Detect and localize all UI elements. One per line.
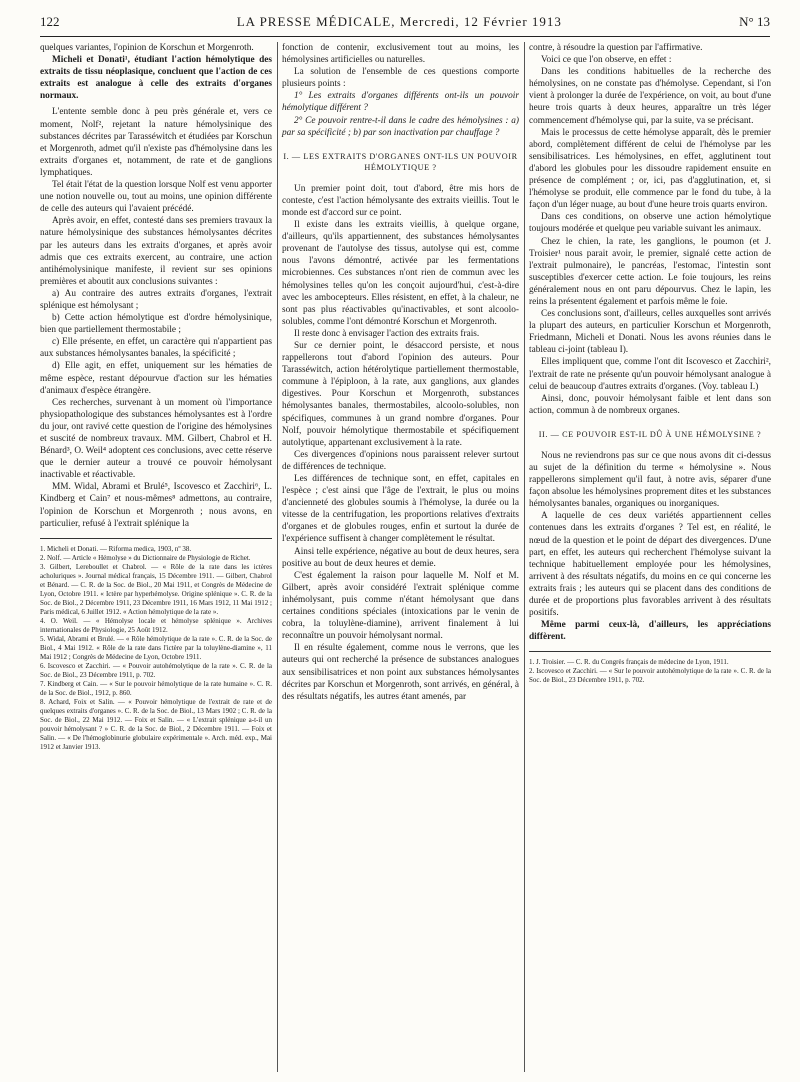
question: 2° Ce pouvoir rentre-t-il dans le cadre des hémolysines : a) par sa spécificité ; b) par son inactivation par chauffage ? — [282, 115, 519, 138]
paragraph: d) Elle agit, en effet, uniquement sur les hématies de même espèce, restant dépourvue d'action sur les hématies d'animaux d'espèce étrangère. — [40, 361, 272, 396]
footnote: 2. Nolf. — Article « Hémolyse » du Dictionnaire de Physiologie de Richet. — [40, 553, 251, 562]
column-2 — [282, 42, 519, 703]
paragraph: b) Cette action hémolytique est d'ordre hémolysinique, bien que partiellement thermostabile ; — [40, 313, 272, 336]
footnotes — [529, 651, 771, 685]
paragraph: Après avoir, en effet, contesté dans ses premiers travaux la nature hémolysinique des substances hémolysantes décrites par les auteurs dans les extraits d'organes, et après avoir admis que ces extraits exercent, au contraire, une action antihémolysinique manifeste, il revient sur ses opinions premières et aboutit aux conclusions suivantes : — [40, 216, 272, 287]
paragraph: Dans ces conditions, on observe une action hémolytique toujours modérée et quelque peu variable suivant les animaux. — [529, 212, 771, 235]
paragraph: Sur ce dernier point, le désaccord persiste, et nous rappellerons tout d'abord l'opinion des auteurs. Pour Tarasséwitch, action hétérolytique partiellement thermostable, commune à l'épiploon, à la rate, aux ganglions, aux glandes digestives. Pour Korschun et Morgenroth, substances hémolysantes banales, thermostabiles, alcoolo-solubles, non spécifiques, communes à un grand nombre d'organes. Pour Nolf, pouvoir hémolytique thermostabile et spécifiquement autolytique, appartenant exclusivement à la rate. — [282, 340, 519, 448]
paragraph: La solution de l'ensemble de ces questions comporte plusieurs points : — [282, 67, 519, 90]
paragraph: fonction de contenir, exclusivement tout au moins, les hémolysines artificielles ou naturelles. — [282, 43, 519, 66]
paragraph: Micheli et Donati¹, étudiant l'action hémolytique des extraits de tissu néoplasique, concluent que l'action de ces extraits est analogue à celle des extraits d'organes normaux. — [40, 55, 272, 102]
paragraph: L'entente semble donc à peu près générale et, vers ce moment, Nolf², rejetant la nature hémolysinique des substances décrites par Tarasséwitch et étudiées par Korschun et Morgenroth, admet qu'il n'existe pas d'hémolysine dans les extraits d'organes et, notamment, de rate et de ganglions lymphatiques. — [40, 107, 272, 178]
footnote: 3. Gilbert, Lereboullet et Chabrol. — « Rôle de la rate dans les ictères acholuriques ». Journal médical français, 15 Décembre 1911. — Gilbert, Chabrol et Bénard. — C. R. de la Soc. de Biol., 20 Mai 1911, et Congrès de Médecine de Lyon, Octobre 1911. « Ictère par hyperhémolyse. Origine splénique ». C. R. de la Soc. de Biol., 2 Décembre 1911, 23 Décembre 1911, 16 Mars 1912, 11 Mai 1912 ; Paris médical, 6 Juillet 1912. « Action hémolytique de la rate ». — [40, 562, 272, 616]
footnote: 5. Widal, Abrami et Brulé. — « Rôle hémolytique de la rate ». C. R. de la Soc. de Biol., 4 Mai 1912. « Rôle de la rate dans l'ictère par la toluylène-diamine », 11 Mai 1912 ; Congrès de Médecine de Lyon, Octobre 1911. — [40, 634, 272, 661]
issue-number: N° 13 — [739, 14, 770, 29]
page-header — [40, 14, 770, 34]
section-heading: II. — CE POUVOIR EST-IL DÛ À UNE HÉMOLYSINE ? — [538, 429, 762, 439]
paragraph: Elles impliquent que, comme l'ont dit Iscovesco et Zacchiri², l'extrait de rate ne présente qu'un pouvoir hémolysant analogue à celui de beaucoup d'autres extraits d'organes. (Voy. tableau I.) — [529, 357, 771, 392]
paragraph: C'est également la raison pour laquelle M. Nolf et M. Gilbert, après avoir considéré l'extrait splénique comme inhémolysant, puis comme n'étant hémolysant que dans certaines conditions spéciales (intoxications par le venin de cobra, la toluylène-diamine), arrivent finalement à lui reconnaître un pouvoir hémolysant normal. — [282, 570, 519, 642]
footnote: 7. Kindberg et Cain. — « Sur le pouvoir hémolytique de la rate humaine ». C. R. de la Soc. de Biol., 1912, p. 860. — [40, 679, 272, 697]
footnote: 8. Achard, Foix et Salin. — « Pouvoir hémolytique de l'extrait de rate et de quelques extraits d'organes ». C. R. de la Soc. de Biol., 13 Mars 1902 ; C. R. de la Soc. de Biol., 22 Mai 1912. — Foix et Salin. — « L'extrait splénique a-t-il un pouvoir hémolysant ? » C. R. de la Soc. de Biol., 2 Décembre 1911. — Foix et Salin. — « De l'hémoglobinurie globulaire expérimentale ». Arch. méd. exp., Mai 1912 et Janvier 1913. — [40, 697, 272, 751]
question: 1° Les extraits d'organes différents ont-ils un pouvoir hémolytique différent ? — [282, 91, 519, 114]
paragraph: Il reste donc à envisager l'action des extraits frais. — [294, 328, 480, 339]
paragraph: Chez le chien, la rate, les ganglions, le poumon (et J. Troisier¹ nous parait avoir, le premier, signalé cette action de l'extrait pulmonaire), le pancréas, l'estomac, l'intestin sont susceptibles d'exercer cette action. Le foie toujours, les reins généralement nous en ont paru dépourvus. Chez le lapin, les reins la présentent également et parfois même le foie. — [529, 236, 771, 307]
paragraph: Dans les conditions habituelles de la recherche des hémolysines, on ne constate pas d'hémolyse. Cependant, si l'on vient à prolonger la durée de l'expérience, on voit, au bout d'une heure trois quarts à deux heures, apparaître un très léger commencement d'hémolyse qui, par la suite, va se précisant. — [529, 67, 771, 126]
paragraph: Ainsi telle expérience, négative au bout de deux heures, sera positive au bout de deux heures et demie. — [282, 546, 519, 569]
section-heading: I. — LES EXTRAITS D'ORGANES ONT-ILS UN POUVOIR HÉMOLYTIQUE ? — [283, 151, 518, 172]
journal-title: LA PRESSE MÉDICALE, Mercredi, 12 Février 1913 — [236, 14, 562, 29]
paragraph: Même parmi ceux-là, d'ailleurs, les appréciations diffèrent. — [529, 620, 771, 643]
paragraph: contre, à résoudre la question par l'affirmative. — [529, 43, 703, 53]
footnotes — [40, 538, 272, 752]
footnote: 2. Iscovesco et Zacchiri. — « Sur le pouvoir autohémolytique de la rate ». C. R. de la Soc. de Biol., 23 Décembre 1911, p. 702. — [529, 667, 771, 685]
column-divider — [524, 42, 525, 1072]
paragraph: Il en résulte également, comme nous le verrons, que les auteurs qui ont recherché la présence de substances analogues aux sensibilisatrices et non point aux substances hémolysantes décrites par Korschun et Morgenroth, sont arrivés, en général, à des résultats négatifs, les autres étant amenés, par — [282, 643, 519, 702]
paragraph: Ces recherches, survenant à un moment où l'importance physiopathologique des substances hémolysantes est à l'ordre du jour, ont ravivé cette question de l'origine des hémolysines et suscité de nombreux travaux. MM. Gilbert, Chabrol et H. Bénard³, O. Weil⁴ adoptent ces conclusions, avec cette réserve que le dernier auteur a trouvé ce pouvoir hémolysant inactivable et réactivable. — [40, 397, 272, 481]
paragraph: MM. Widal, Abrami et Brulé⁵, Iscovesco et Zacchiri⁶, L. Kindberg et Cain⁷ et nous-mêmes⁸ admettons, au contraire, l'opinion de Korschun et Morgenroth ; nous avons, en particulier, refusé à l'extrait splénique la — [40, 482, 272, 529]
column-3 — [529, 42, 771, 685]
paragraph: a) Au contraire des autres extraits d'organes, l'extrait splénique est hémolysant ; — [40, 288, 272, 311]
paragraph: c) Elle présente, en effet, un caractère qui n'appartient pas aux substances hémolysantes banales, la spécificité ; — [40, 337, 272, 360]
paragraph: A laquelle de ces deux variétés appartiennent celles contenues dans les extraits d'organes ? Tel est, en réalité, le nœud de la question et le point de départ des divergences. D'une part, en effet, les auteurs qui recherchent l'hémolyse suivant la technique habituellement employée pour les hémolysines, arrivent à des résultats négatifs, du moins en ce qui concerne les extraits frais ; les auteurs qui se placent dans des conditions de durée et de proportions plus favorables arrivent à des résultats positifs. — [529, 511, 771, 619]
paragraph: Ainsi, donc, pouvoir hémolysant faible et lent dans son action, commun à de nombreux organes. — [529, 393, 771, 416]
footnote: 4. O. Weil. — « Hémolyse locale et hémolyse splénique ». Archives internationales de Physiologie, 25 Août 1912. — [40, 616, 272, 634]
header-rule — [40, 36, 770, 37]
paragraph: Ces conclusions sont, d'ailleurs, celles auxquelles sont arrivés la plupart des auteurs, en particulier Korschun et Morgenroth, Friedmann, Micheli et Donati. Nous les avons réunies dans le tableau ci-joint (tableau I). — [529, 309, 771, 356]
paragraph: Nous ne reviendrons pas sur ce que nous avons dit ci-dessus au sujet de la définition du terme « hémolysine ». Nous rappellerons simplement qu'il faut, à notre avis, séparer d'une façon absolue les hémolysines proprement dites et les substances hémolysantes banales, organiques ou inorganiques. — [529, 450, 771, 510]
column-divider — [277, 42, 278, 1072]
paragraph: Voici ce que l'on observe, en effet : — [541, 55, 672, 66]
paragraph: Ces divergences d'opinions nous paraissent relever surtout de différences de technique. — [282, 449, 519, 472]
paragraph: Mais le processus de cette hémolyse apparaît, dès le premier abord, complètement différent de celui de l'hémolyse par les sensibilisatrices. Les hémolysines, en effet, agglutinent tout d'abord les globules pour les dissoudre rapidement ensuite en présence de complément ; or, ici, pas d'agglutination, et, si l'hémolyse se produit, elle commence par le fond du tube, à la façon d'un léger nuage, au bout d'une heure trois quarts environ. — [529, 127, 771, 211]
paragraph: quelques variantes, l'opinion de Korschun et Morgenroth. — [40, 43, 254, 53]
paragraph: Un premier point doit, tout d'abord, être mis hors de conteste, c'est l'action hémolysante des extraits vieillis. Tout le monde est d'accord sur ce point. — [282, 183, 519, 218]
footnote: 1. J. Troisier. — C. R. du Congrès français de médecine de Lyon, 1911. — [529, 658, 729, 667]
page-number: 122 — [40, 14, 60, 29]
footnote: 1. Micheli et Donati. — Riforma medica, 1903, nº 38. — [40, 544, 192, 553]
paragraph: Tel était l'état de la question lorsque Nolf est venu apporter une notion nouvelle ou, tout au moins, une opinion différente de celle des auteurs qui l'avaient précédé. — [40, 180, 272, 215]
footnote: 6. Iscovesco et Zacchiri. — « Pouvoir autohémolytique de la rate ». C. R. de la Soc. de Biol., 23 Décembre 1911, p. 702. — [40, 661, 272, 679]
paragraph: Les différences de technique sont, en effet, capitales en l'espèce ; c'est ainsi que l'âge de l'extrait, le plus ou moins d'ancienneté des globules soumis à l'hémolyse, la durée ou la vitesse de la centrifugation, les proportions relatives d'extraits d'organes et de globules rouges, enfin et surtout la durée de l'expérience suffisent à changer complètement le résultat. — [282, 474, 519, 545]
column-1 — [40, 42, 272, 752]
paragraph: Il existe dans les extraits vieillis, à quelque organe, d'ailleurs, qu'ils appartiennent, des substances hémolysantes provenant de l'autolyse des tissus, autolyse qui est, comme nous l'avons démontré, activée par les fermentations microbiennes. Ces substances n'ont rien de commun avec les hémolysines telles qu'on les conçoit aujourd'hui, c'est-à-dire avec les ambocepteurs. Elles résistent, en effet, à la chaleur, ne sont pas plus réactivables qu'inactivables, et sont alcoolo-solubles, comme l'ont démontré Korschun et Morgenroth. — [282, 220, 519, 327]
